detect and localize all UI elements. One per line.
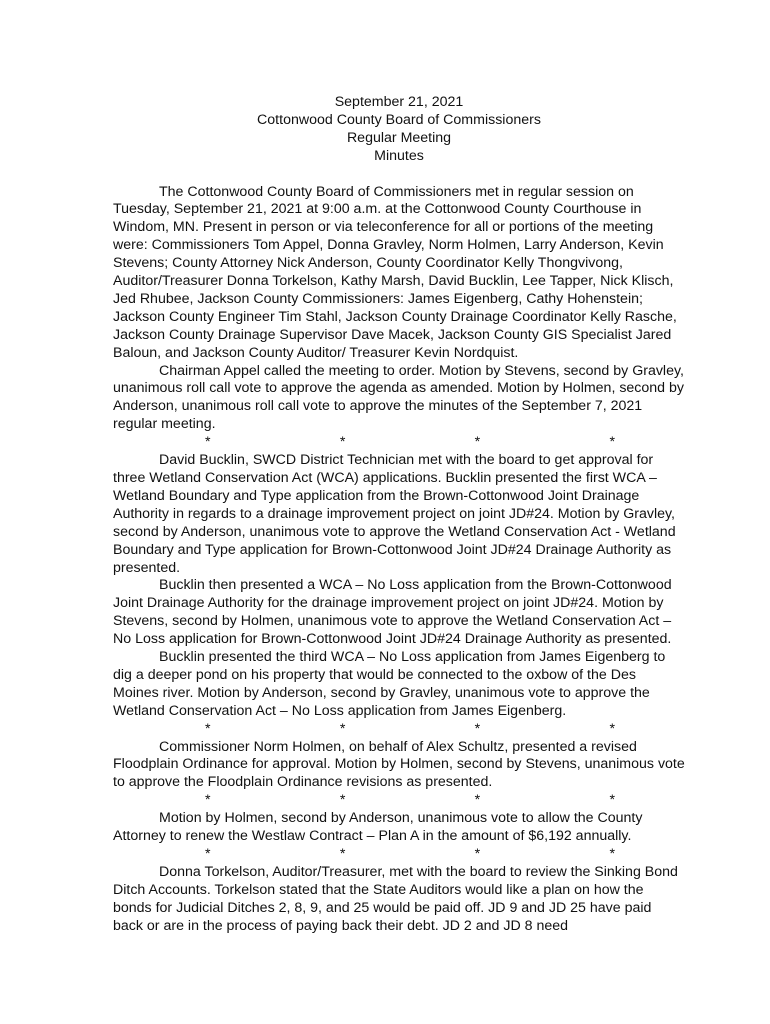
separator-asterisk: * [609,792,615,809]
paragraph-wca-no-loss-jd24: Bucklin then presented a WCA – No Loss application from the Brown-Cottonwood Joint Drainage Authority for the drainage improvement project on joint JD#24. Motion by Stevens, second by Holmen, unanimous vote to approve the Wetland Conservation Act – No Loss application for Brown-Cottonwood Joint JD#24 Drainage Authority as presented. [113,577,672,648]
document-type: Minutes [374,147,424,164]
separator-asterisk: * [474,720,481,737]
section-separator [113,434,685,452]
paragraph-call-to-order: Chairman Appel called the meeting to order. Motion by Stevens, second by Gravley, unanimous roll call vote to approve the agenda as amended. Motion by Holmen, second by Anderson, unanimous roll call vote to approve the minutes of the September 7, 2021 regular meeting. [113,362,684,433]
minutes-header [113,94,685,166]
paragraph-floodplain-ordinance: Commissioner Norm Holmen, on behalf of Alex Schultz, presented a revised Floodplain Ordinance for approval. Motion by Holmen, second by Stevens, unanimous vote to approve the Floodplain Ordinance revisions as presented. [113,738,685,791]
paragraph-wca-boundary: David Bucklin, SWCD District Technician met with the board to get approval for three Wetland Conservation Act (WCA) applications. Bucklin presented the first WCA – Wetland Boundary and Type application from the Brown-Cottonwood Joint Drainage Authority in regards to a drainage improvement project on joint JD#24. Motion by Gravley, second by Anderson, unanimous vote to approve the Wetland Conservation Act - Wetland Boundary and Type application for Brown-Cottonwood Joint JD#24 Drainage Authority as presented. [113,452,676,576]
separator-asterisk: * [609,846,615,862]
paragraph-wca-no-loss-eigenberg: Bucklin presented the third WCA – No Loss application from James Eigenberg to dig a deeper pond on his property that would be connected to the oxbow of the Des Moines river. Motion by Anderson, second by Gravley, unanimous vote to approve the Wetland Conservation Act – No Loss application from James Eigenberg. [113,649,666,719]
separator-asterisk: * [609,434,615,451]
section-separator [113,792,685,810]
paragraph-attendance: The Cottonwood County Board of Commissioners met in regular session on Tuesday, September 21, 2021 at 9:00 a.m. at the Cottonwood County Courthouse in Windom, MN. Present in person or via teleconference for all or portions of the meeting were: Commissioners Tom Appel, Donna Gravley, Norm Holmen, Larry Anderson, Kevin Stevens; County Attorney Nick Anderson, County Coordinator Kelly Thongvivong, Auditor/Treasurer Donna Torkelson, Kathy Marsh, David Bucklin, Lee Tapper, Nick Klisch, Jed Rhubee, Jackson County Commissioners: James Eigenberg, Cathy Hohenstein; Jackson County Engineer Tim Stahl, Jackson County Drainage Coordinator Kelly Rasche, Jackson County Drainage Supervisor Dave Macek, Jackson County GIS Specialist Jared Baloun, and Jackson County Auditor/ Treasurer Kevin Nordquist. [113,183,677,361]
paragraph-sinking-bond-ditch: Donna Torkelson, Auditor/Treasurer, met with the board to review the Sinking Bond Ditch Accounts. Torkelson stated that the State Auditors would like a plan on how the bonds for Judicial Ditches 2, 8, 9, and 25 would be paid off. JD 9 and JD 25 have paid back or are in the process of paying back their debt. JD 2 and JD 8 need [113,863,678,934]
separator-asterisk: * [339,720,346,737]
meeting-type: Regular Meeting [346,129,452,146]
separator-asterisk: * [474,846,481,862]
separator-asterisk: * [474,792,481,809]
separator-asterisk: * [339,434,346,451]
separator-asterisk: * [474,434,481,451]
meeting-date: September 21, 2021 [334,94,464,110]
separator-asterisk: * [205,846,211,862]
separator-asterisk: * [609,720,615,737]
separator-asterisk: * [339,846,346,862]
paragraph-westlaw-contract: Motion by Holmen, second by Anderson, unanimous vote to allow the County Attorney to renew the Westlaw Contract – Plan A in the amount of $6,192 annually. [113,810,643,845]
separator-asterisk: * [339,792,346,809]
separator-asterisk: * [205,792,211,809]
separator-asterisk: * [205,434,211,451]
document-page [113,94,685,936]
section-separator [113,846,685,864]
board-name: Cottonwood County Board of Commissioners [257,111,541,128]
separator-asterisk: * [205,720,211,737]
section-separator [113,721,685,739]
